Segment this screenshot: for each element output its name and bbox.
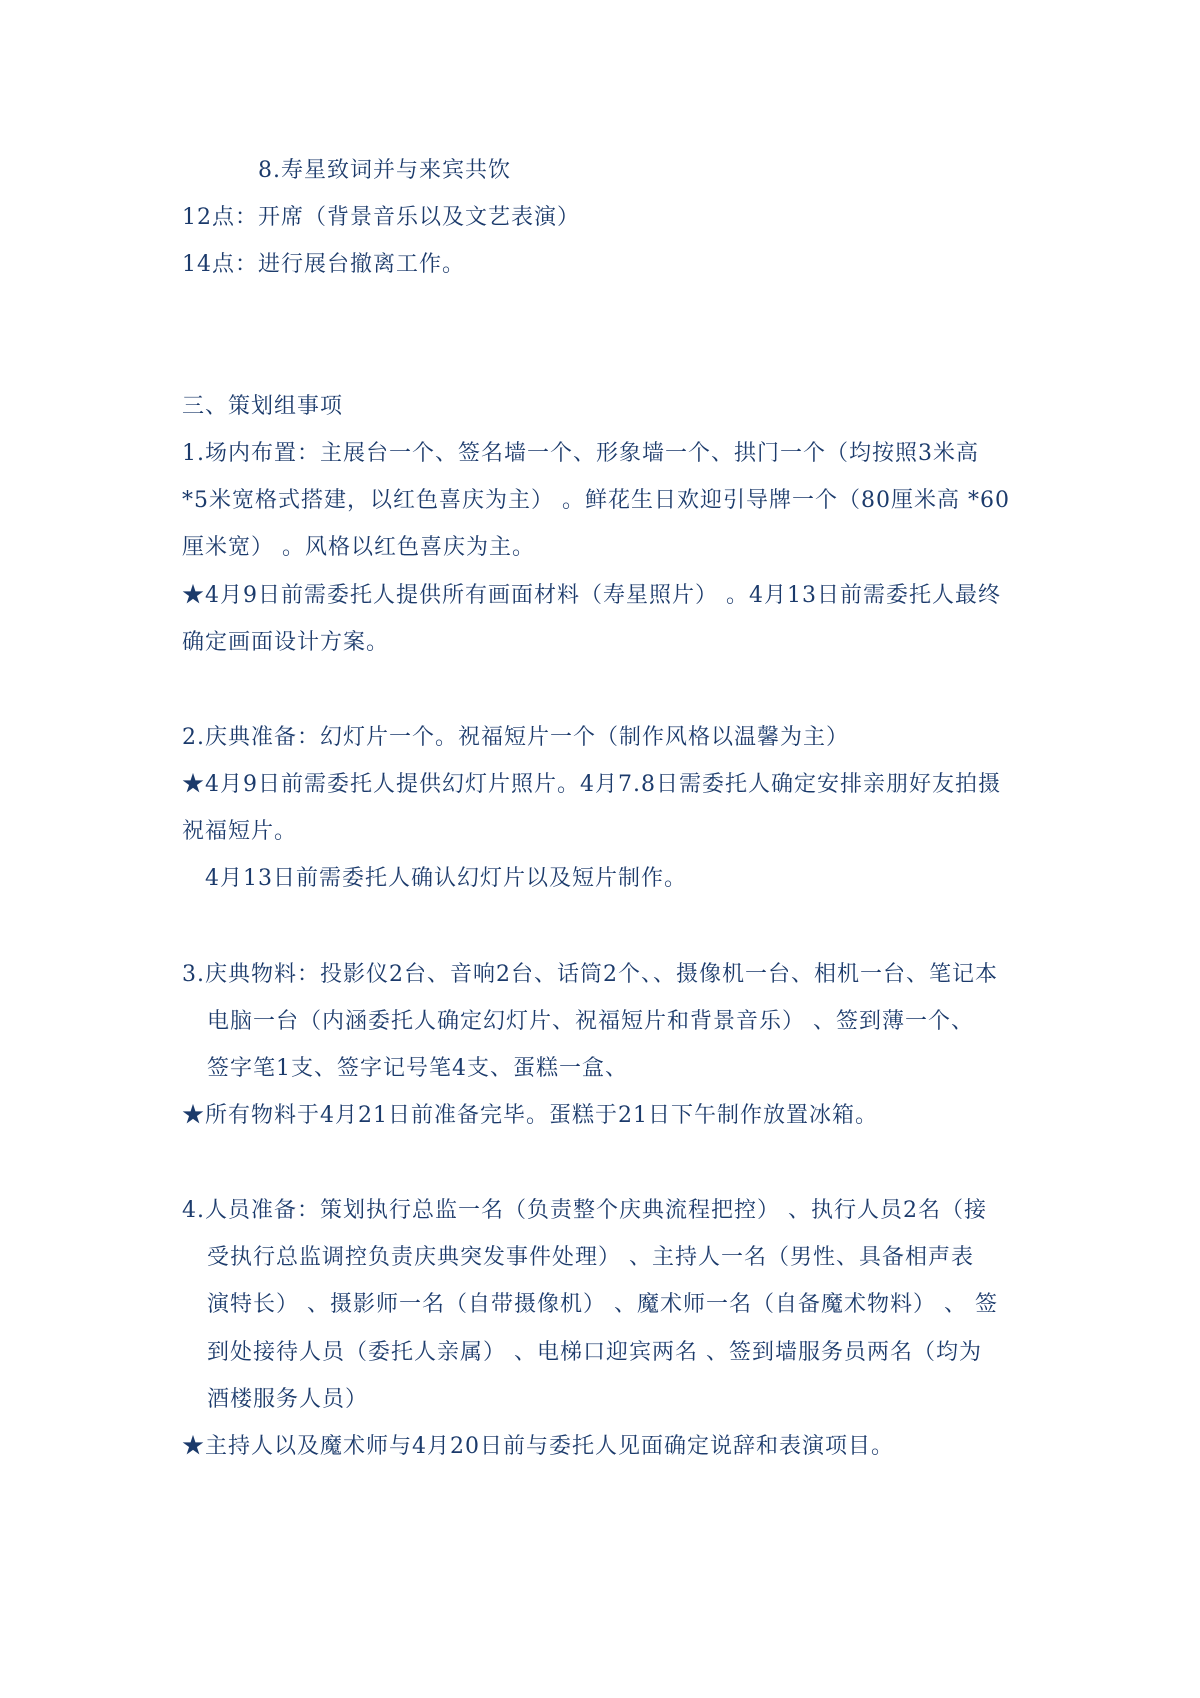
note-line: ★4月9日前需委托人提供所有画面材料（寿星照片） 。4月13日前需委托人最终 bbox=[182, 583, 1001, 608]
note-line: ★4月9日前需委托人提供幻灯片照片。4月7.8日需委托人确定安排亲朋好友拍摄 bbox=[182, 772, 1001, 797]
schedule-item-teardown: 14点：进行展台撤离工作。 bbox=[182, 252, 465, 277]
paragraph-line: 演特长） 、摄影师一名（自带摄像机） 、魔术师一名（自备魔术物料） 、 签 bbox=[207, 1292, 998, 1317]
paragraph-line: *5米宽格式搭建，以红色喜庆为主） 。鲜花生日欢迎引导牌一个（80厘米高 *60 bbox=[182, 488, 1010, 513]
schedule-item-toast: 8.寿星致词并与来宾共饮 bbox=[258, 158, 511, 183]
paragraph-line: 1.场内布置：主展台一个、签名墙一个、形象墙一个、拱门一个（均按照3米高 bbox=[182, 441, 979, 466]
paragraph-line: 2.庆典准备：幻灯片一个。祝福短片一个（制作风格以温馨为主） bbox=[182, 725, 849, 750]
note-line: 4月13日前需委托人确认幻灯片以及短片制作。 bbox=[205, 866, 687, 891]
paragraph-line: 厘米宽） 。风格以红色喜庆为主。 bbox=[182, 535, 535, 560]
paragraph-line: 酒楼服务人员） bbox=[207, 1387, 369, 1412]
paragraph-line: 4.人员准备：策划执行总监一名（负责整个庆典流程把控） 、执行人员2名（接 bbox=[182, 1198, 987, 1223]
note-line: 祝福短片。 bbox=[182, 819, 298, 844]
schedule-item-banquet: 12点：开席（背景音乐以及文艺表演） bbox=[182, 205, 580, 230]
note-line: ★主持人以及魔术师与4月20日前与委托人见面确定说辞和表演项目。 bbox=[182, 1434, 894, 1459]
paragraph-line: 电脑一台（内涵委托人确定幻灯片、祝福短片和背景音乐） 、签到薄一个、 bbox=[207, 1009, 974, 1034]
note-line: 确定画面设计方案。 bbox=[182, 630, 390, 655]
section-heading: 三、策划组事项 bbox=[182, 394, 344, 419]
paragraph-line: 3.庆典物料：投影仪2台、音响2台、话筒2个、、摄像机一台、相机一台、笔记本 bbox=[182, 962, 998, 987]
note-line: ★所有物料于4月21日前准备完毕。蛋糕于21日下午制作放置冰箱。 bbox=[182, 1103, 878, 1128]
paragraph-line: 签字笔1支、签字记号笔4支、蛋糕一盒、 bbox=[207, 1056, 628, 1081]
paragraph-line: 到处接待人员（委托人亲属） 、电梯口迎宾两名 、签到墙服务员两名（均为 bbox=[207, 1340, 982, 1365]
paragraph-line: 受执行总监调控负责庆典突发事件处理） 、主持人一名（男性、具备相声表 bbox=[207, 1245, 974, 1270]
